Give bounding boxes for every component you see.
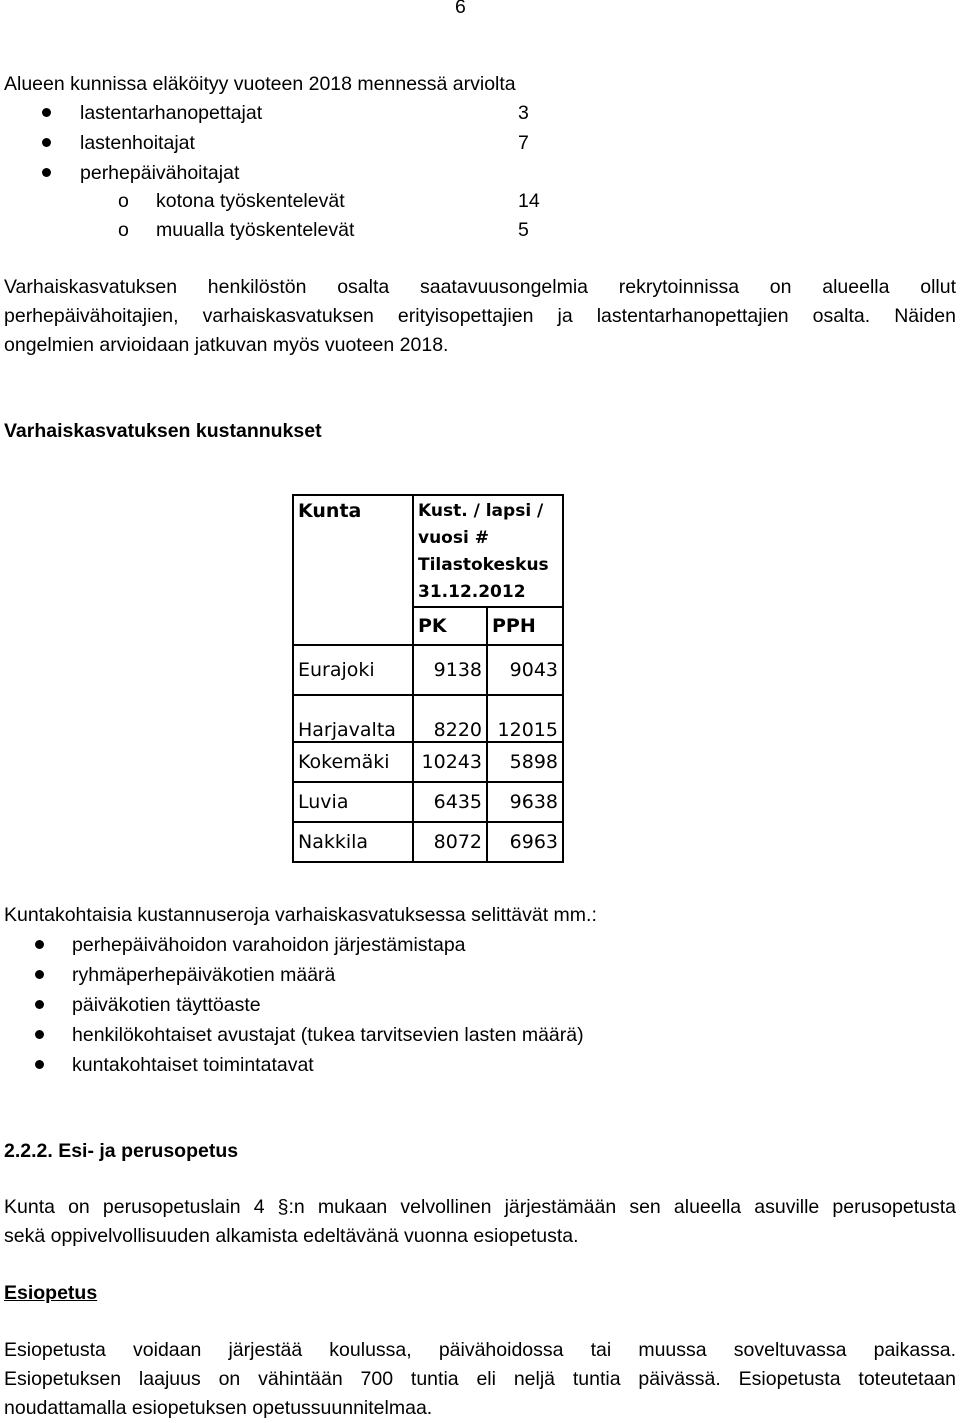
list-item: henkilökohtaiset avustajat (tukea tarvitsevien lasten määrä)	[72, 1024, 584, 1046]
cell-pk: 10243	[413, 742, 487, 782]
cell-pph: 5898	[487, 742, 563, 782]
cell-kunta: Kokemäki	[293, 742, 413, 782]
bullet-icon	[35, 940, 44, 949]
paragraph-line: perhepäivähoitajien, varhaiskasvatuksen erityisopettajien ja lastentarhanopettajien osalta. Näiden	[4, 305, 956, 327]
list-item: päiväkotien täyttöaste	[72, 994, 261, 1016]
list-item-label: lastenhoitajat	[80, 132, 195, 154]
header-kust-line: vuosi #	[418, 528, 489, 548]
cell-pk: 9138	[413, 645, 487, 695]
header-kust-line: Tilastokeskus	[418, 555, 549, 575]
paragraph-line: Kunta on perusopetuslain 4 §:n mukaan velvollinen järjestämään sen alueella asuville perusopetusta	[4, 1196, 956, 1218]
table-row	[293, 822, 563, 862]
header-kunta: Kunta	[293, 495, 413, 645]
costs-heading: Varhaiskasvatuksen kustannukset	[4, 420, 322, 442]
bullet-icon	[42, 108, 51, 117]
cell-pk: 6435	[413, 782, 487, 822]
list-item: ryhmäperhepäiväkotien määrä	[72, 964, 336, 986]
table-row	[293, 782, 563, 822]
bullet-icon	[35, 1000, 44, 1009]
sublist-item-value: 14	[518, 190, 540, 212]
header-kust-line: Kust. / lapsi /	[418, 501, 544, 521]
paragraph-line: noudattamalla esiopetuksen opetussuunnitelmaa.	[4, 1397, 433, 1419]
page-number: 6	[455, 0, 466, 18]
list-item-label: perhepäivähoitajat	[80, 162, 240, 184]
cell-kunta: Luvia	[293, 782, 413, 822]
sublist-item-label: muualla työskentelevät	[156, 219, 355, 241]
list-item: kuntakohtaiset toimintatavat	[72, 1054, 314, 1076]
cell-kunta: Nakkila	[293, 822, 413, 862]
cell-pk: 8220	[413, 695, 487, 742]
table-row	[293, 742, 563, 782]
bullet-icon	[35, 1030, 44, 1039]
bullet-icon	[35, 970, 44, 979]
section-heading: 2.2.2. Esi- ja perusopetus	[4, 1140, 239, 1162]
header-kust-line: 31.12.2012	[418, 582, 526, 602]
table-header-row	[293, 495, 563, 607]
list-item: perhepäivähoidon varahoidon järjestämistapa	[72, 934, 466, 956]
intro-lead: Alueen kunnissa eläköityy vuoteen 2018 mennessä arviolta	[4, 73, 516, 95]
cell-pph: 6963	[487, 822, 563, 862]
cell-pph: 9043	[487, 645, 563, 695]
paragraph-line: ongelmien arvioidaan jatkuvan myös vuoteen 2018.	[4, 334, 449, 356]
differences-lead: Kuntakohtaisia kustannuseroja varhaiskasvatuksessa selittävät mm.:	[4, 904, 597, 926]
table-row	[293, 695, 563, 742]
list-item-value: 7	[518, 132, 529, 154]
cell-kunta: Eurajoki	[293, 645, 413, 695]
cell-kunta: Harjavalta	[293, 695, 413, 742]
paragraph-line: Esiopetusta voidaan järjestää koulussa, päivähoidossa tai muussa soveltuvassa paikassa.	[4, 1339, 956, 1361]
bullet-icon	[35, 1060, 44, 1069]
cell-pph: 9638	[487, 782, 563, 822]
header-pph: PPH	[487, 607, 563, 645]
header-kust	[413, 495, 563, 607]
sublist-item-label: kotona työskentelevät	[156, 190, 345, 212]
cell-pk: 8072	[413, 822, 487, 862]
paragraph-line: Esiopetuksen laajuus on vähintään 700 tuntia eli neljä tuntia päivässä. Esiopetusta toteutetaan	[4, 1368, 956, 1390]
header-pk: PK	[413, 607, 487, 645]
bullet-icon	[42, 138, 51, 147]
sublist-marker: o	[118, 219, 129, 241]
paragraph-line: sekä oppivelvollisuuden alkamista edeltävänä vuonna esiopetusta.	[4, 1225, 579, 1247]
esiopetus-heading: Esiopetus	[4, 1282, 98, 1304]
list-item-value: 3	[518, 102, 529, 124]
sublist-item-value: 5	[518, 219, 529, 241]
bullet-icon	[42, 168, 51, 177]
paragraph-line: Varhaiskasvatuksen henkilöstön osalta saatavuusongelmia rekrytoinnissa on alueella ollut	[4, 276, 956, 298]
cost-table	[292, 494, 564, 863]
cell-pph: 12015	[487, 695, 563, 742]
table-row	[293, 645, 563, 695]
sublist-marker: o	[118, 190, 129, 212]
list-item-label: lastentarhanopettajat	[80, 102, 263, 124]
